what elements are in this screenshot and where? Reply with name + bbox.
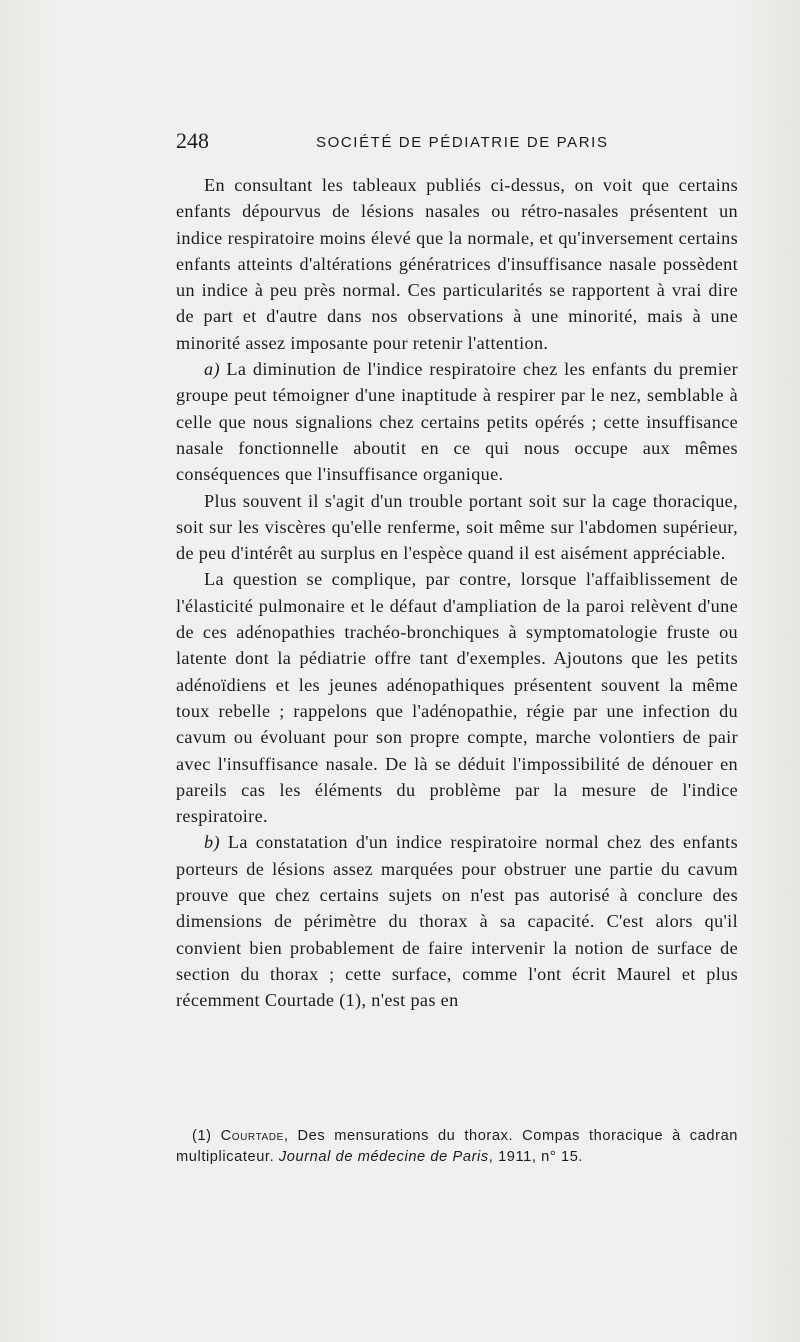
paragraph	[176, 566, 738, 829]
footnote-number: (1)	[192, 1128, 212, 1144]
section-marker: b)	[204, 832, 220, 853]
paragraph-text: En consultant les tableaux publiés ci-dessus, on voit que certains enfants dépourvus de lésions nasales ou rétro-nasales présentent un indice respiratoire moins élevé que la normale, et qu'inversement certains enfants atteints d'altérations génératrices d'insuffisance nasale possèdent un indice à peu près normal. Ces particularités se rapportent à vrai dire de part et d'autre dans nos observations à une minorité, mais à une minorité assez imposante pour retenir l'attention.	[176, 175, 738, 353]
footnote-text: , Des mensurations du thorax. Compas thoracique à cadran multiplicateur.	[176, 1128, 738, 1165]
footnote-tail: , 1911, n° 15.	[488, 1149, 584, 1165]
paragraph-text: La diminution de l'indice respiratoire chez les enfants du premier groupe peut témoigner d'une inaptitude à respirer par le nez, semblable à celle que nous signalions chez certains petits opérés ; cette insuffisance nasale fonctionnelle aboutit en ce qui nous occupe aux mêmes conséquences que l'insuffisance organique.	[176, 359, 738, 485]
paragraph	[176, 356, 738, 487]
page-number: 248	[176, 128, 209, 153]
footnote-author: Courtade	[220, 1128, 284, 1144]
paragraph	[176, 829, 738, 1013]
page-header	[176, 128, 738, 158]
section-marker: a)	[204, 359, 220, 380]
paragraph-text: La question se complique, par contre, lorsque l'affaiblissement de l'élasticité pulmonaire et le défaut d'ampliation de la paroi relèvent d'une de ces adénopathies trachéo-bronchiques à symptomatologie fruste ou latente dont la pédiatrie offre tant d'exemples. Ajoutons que les petits adénoïdiens et les jeunes adénopathiques présentent souvent la même toux rebelle ; rappelons que l'adénopathie, régie par une infection du cavum ou évoluant pour son propre compte, marche volontiers de pair avec l'insuffisance nasale. De là se déduit l'impossibilité de dénouer en pareils cas les éléments du problème par la mesure de l'indice respiratoire.	[176, 569, 738, 827]
paragraph	[176, 488, 738, 567]
body-text	[176, 172, 738, 1014]
running-head: SOCIÉTÉ DE PÉDIATRIE DE PARIS	[316, 134, 609, 151]
paragraph	[176, 172, 738, 356]
footnote-journal: Journal de médecine de Paris	[278, 1149, 489, 1165]
footnote	[176, 1126, 738, 1168]
paragraph-text: La constatation d'un indice respiratoire normal chez des enfants porteurs de lésions assez marquées pour obstruer une partie du cavum prouve que chez certains sujets on n'est pas autorisé à conclure des dimensions de périmètre du thorax à sa capacité. C'est alors qu'il convient bien probablement de faire intervenir la notion de surface de section du thorax ; cette surface, comme l'ont écrit Maurel et plus récemment Courtade (1), n'est pas en	[176, 832, 738, 1011]
paragraph-text: Plus souvent il s'agit d'un trouble portant soit sur la cage thoracique, soit sur les viscères qu'elle renferme, soit même sur l'abdomen supérieur, de peu d'intérêt au surplus en l'espèce quand il est aisément appréciable.	[176, 490, 738, 564]
